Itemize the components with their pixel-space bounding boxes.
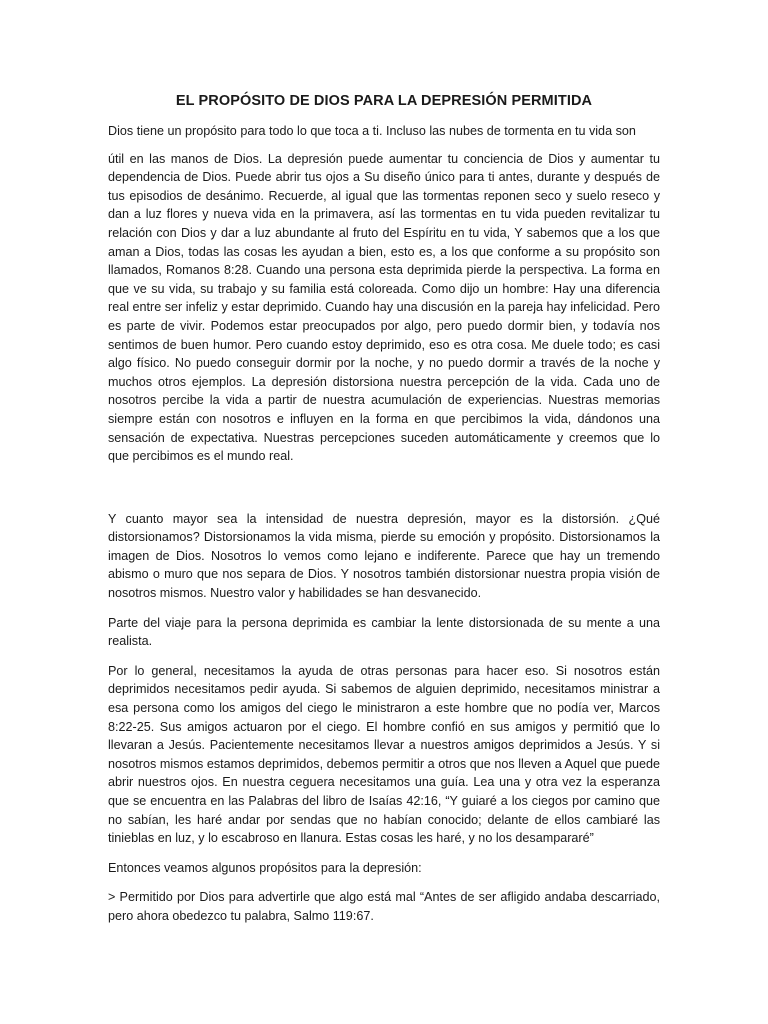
paragraph-purpose-1: > Permitido por Dios para advertirle que algo está mal “Antes de ser afligido andaba descarriado, pero ahora obedezco tu palabra, Salmo 119:67. [108,890,660,923]
paragraph-intro: Dios tiene un propósito para todo lo que toca a ti. Incluso las nubes de tormenta en tu vida son [108,124,636,138]
paragraph-purposes-intro: Entonces veamos algunos propósitos para la depresión: [108,860,422,875]
document-title: EL PROPÓSITO DE DIOS PARA LA DEPRESIÓN PERMITIDA [175,93,593,109]
paragraph-journey: Parte del viaje para la persona deprimida es cambiar la lente distorsionada de su mente a una realista. [108,615,660,649]
paragraph-main: útil en las manos de Dios. La depresión puede aumentar tu conciencia de Dios y aumentar tu dependencia de Dios. Puede abrir tus ojos a Su diseño único para ti antes, durante y después de tus episodios de desánimo. Recuerde, al igual que las tormentas reponen seco y suelo reseco y dan a luz flores y nueva vida en la primavera, así las tormentas en tu vida pueden revitalizar tu relación con Dios y dar a luz abundante al fruto del Espíritu en tu vida, Y sabemos que a los que aman a Dios, todas las cosas les ayudan a bien, esto es, a los que conforme a su propósito son llamados, Romanos 8:28. Cuando una persona esta deprimida pierde la perspectiva. La forma en que ve su vida, su trabajo y su familia está coloreada. Como dijo un hombre: Hay una diferencia real entre ser infeliz y estar deprimido. Cuando hay una discusión en la pareja hay infelicidad. Pero es parte de vivir. Podemos estar preocupados por algo, pero puedo dormir bien, y todavía nos sentimos de buen humor. Pero cuando estoy deprimido, eso es otra cosa. Me duele todo; es casi algo físico. No puedo conseguir dormir por la noche, y no puedo dormir a través de la noche y muchos otros ejemplos. La depresión distorsiona nuestra percepción de la vida. Cada uno de nosotros percibe la vida a partir de nuestra acumulación de experiencias. Nuestras memorias siempre están con nosotros e influyen en la forma en que percibimos la vida, dándonos una sensación de expectativa. Nuestras percepciones suceden automáticamente y creemos que lo que percibimos es el mundo real. [108,151,660,464]
document-page [108,92,660,926]
paragraph-distortion: Y cuanto mayor sea la intensidad de nuestra depresión, mayor es la distorsión. ¿Qué distorsionamos? Distorsionamos la vida misma, pierde su emoción y propósito. Distorsionamos la imagen de Dios. Nosotros lo vemos como lejano e indiferente. Parece que hay un tremendo abismo o muro que nos separa de Dios. Y nosotros también distorsionar nuestra propia visión de nosotros mismos. Nuestro valor y habilidades se han desvanecido. [108,511,660,601]
paragraph-help: Por lo general, necesitamos la ayuda de otras personas para hacer eso. Si nosotros están deprimidos necesitamos pedir ayuda. Si sabemos de alguien deprimido, necesitamos ministrar a esa persona como los amigos del ciego le ministraron a este hombre que no podía ver, Marcos 8:22-25. Sus amigos actuaron por el ciego. El hombre confió en sus amigos y permitió que lo llevaran a Jesús. Pacientemente necesitamos llevar a nuestros amigos deprimidos a Jesús. Y si nosotros mismos estamos deprimidos, debemos permitir a otros que nos lleven a Aquel que puede abrir nuestros ojos. En nuestra ceguera necesitamos una guía. Lea una y otra vez la esperanza que se encuentra en las Palabras del libro de Isaías 42:16, “Y guiaré a los ciegos por camino que no sabían, les haré andar por sendas que no habían conocido; delante de ellos cambiaré las tinieblas en luz, y lo escabroso en llanura. Estas cosas les haré, y no los desampararé” [108,663,660,846]
